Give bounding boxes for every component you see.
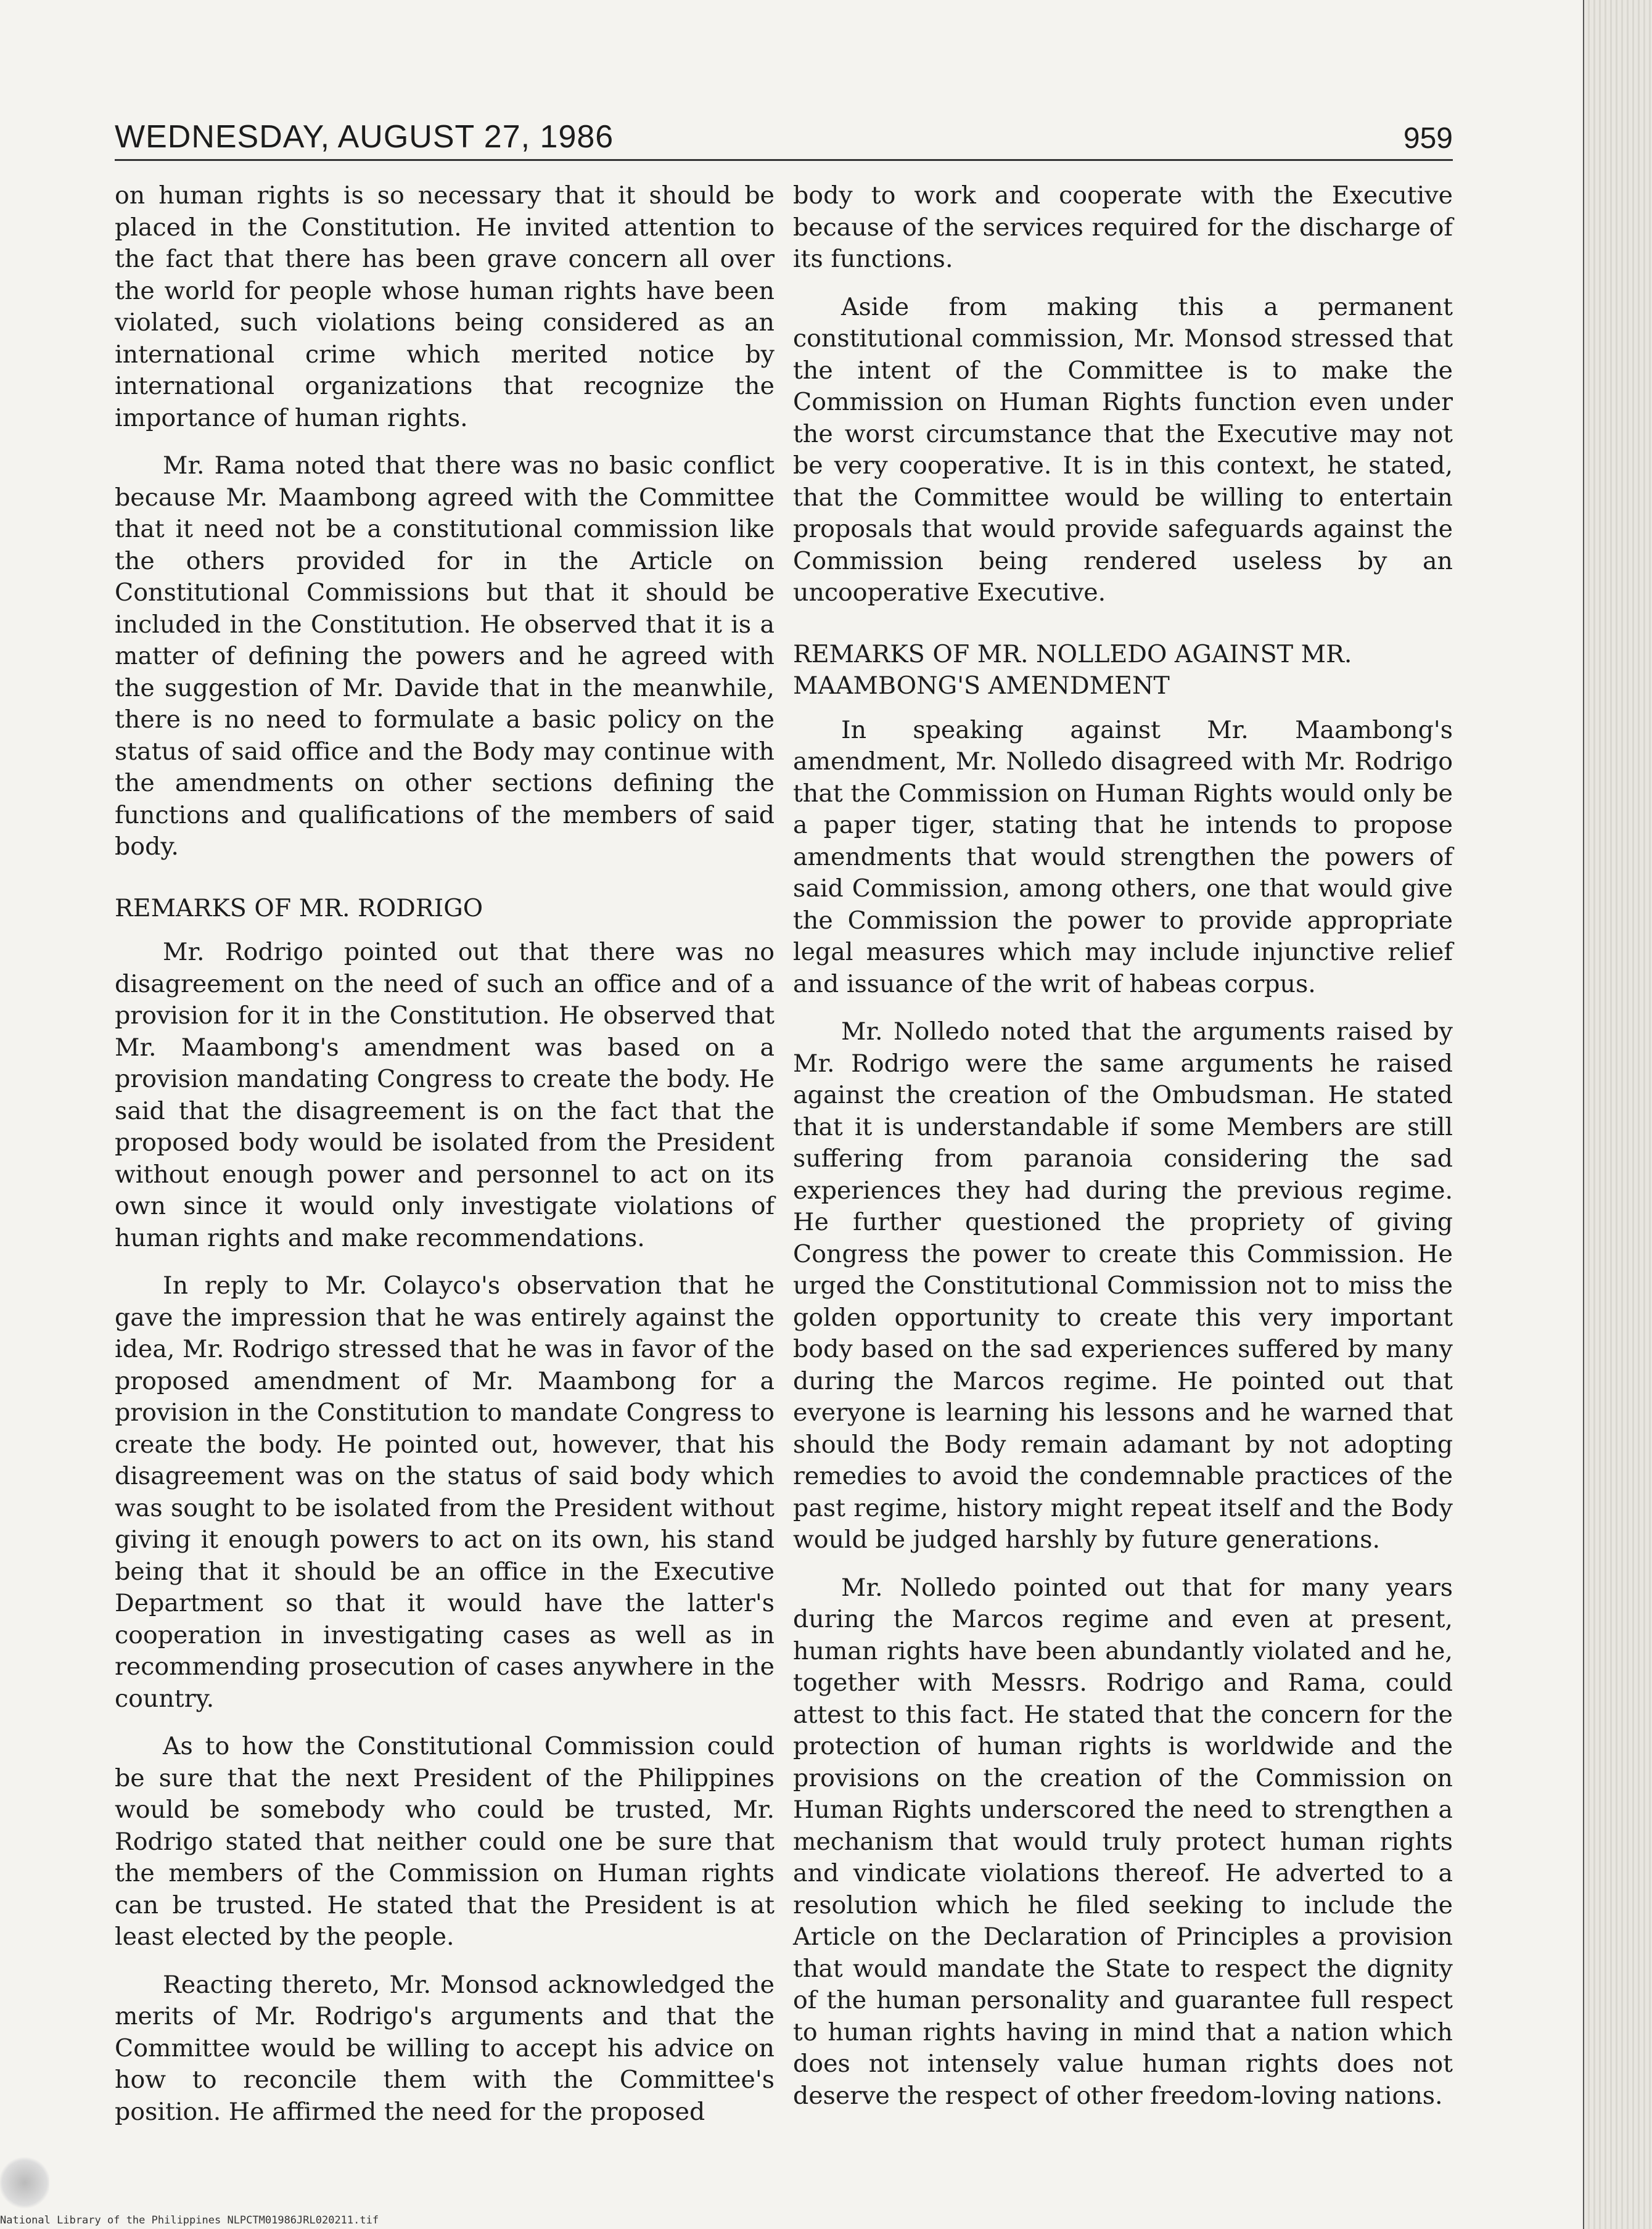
header-date: WEDNESDAY, AUGUST 27, 1986: [115, 119, 614, 155]
paragraph: In reply to Mr. Colayco's observation that he gave the impression that he was entirely against the idea, Mr. Rodrigo stressed that he was in favor of the proposed amendment of Mr. Maambong for a provision in the Constitution to mandate Congress to create the body. He pointed out, however, that his disagreement was on the status of said body which was sought to be isolated from the President without giving it enough powers to act on its own, his stand being that it should be an office in the Executive Department so that it would have the latter's cooperation in investigating cases as well as in recommending prosecution of cases anywhere in the country.: [115, 1271, 775, 1713]
paragraph: In speaking against Mr. Maambong's amendment, Mr. Nolledo disagreed with Mr. Rodrigo that the Commission on Human Rights would only be a paper tiger, stating that he intends to propose amendments that would strengthen the powers of said Commission, among others, one that would give the Commission the power to provide appropriate legal measures which may include injunctive relief and issuance of the writ of habeas corpus.: [793, 715, 1453, 998]
paragraph: Mr. Rodrigo pointed out that there was no disagreement on the need of such an office and of a provision for it in the Constitution. He observed that Mr. Maambong's amendment was based on a provision mandating Congress to create the body. He said that the disagreement is on the fact that the proposed body would be isolated from the President without enough power and personnel to act on its own since it would only investigate violations of human rights and make recommendations.: [115, 938, 775, 1252]
left-column: [115, 180, 775, 2144]
paragraph: on human rights is so necessary that it should be placed in the Constitution. He invited attention to the fact that there has been grave concern all over the world for people whose human rights have been violated, such violations being considered as an international crime which merited notice by international organizations that recognize the importance of human rights.: [115, 181, 775, 432]
paragraph: Aside from making this a permanent constitutional commission, Mr. Monsod stressed that the intent of the Committee is to make the Commission on Human Rights function even under the worst circumstance that the Executive may not be very cooperative. It is in this context, he stated, that the Committee would be willing to entertain proposals that would provide safeguards against the Commission being rendered useless by an uncooperative Executive.: [793, 292, 1453, 607]
section-heading: REMARKS OF MR. NOLLEDO AGAINST MR. MAAMBONG'S AMENDMENT: [793, 639, 1352, 700]
page-header: [115, 110, 1453, 161]
paragraph: Mr. Nolledo noted that the arguments raised by Mr. Rodrigo were the same arguments he raised against the creation of the Ombudsman. He stated that it is understandable if some Members are still suffering from paranoia considering the sad experiences they had during the previous regime. He further questioned the propriety of giving Congress the power to create this Commission. He urged the Constitutional Commission not to miss the golden opportunity to create this very important body based on the sad experiences suffered by many during the Marcos regime. He pointed out that everyone is learning his lessons and he warned that should the Body remain adamant by not adopting remedies to avoid the condemnable practices of the past regime, history might repeat itself and the Body would be judged harshly by future generations.: [793, 1017, 1453, 1554]
section-heading: REMARKS OF MR. RODRIGO: [115, 893, 483, 922]
paragraph: Mr. Nolledo pointed out that for many years during the Marcos regime and even at present, human rights have been abundantly violated and he, together with Messrs. Rodrigo and Rama, could attest to this fact. He stated that the concern for the protection of human rights is worldwide and the provisions on the creation of the Commission on Human Rights underscored the need to strengthen a mechanism that would truly protect human rights and vindicate violations thereof. He adverted to a resolution which he filed seeking to include the Article on the Declaration of Principles a provision that would mandate the State to respect the dignity of the human personality and guarantee full respect to human rights having in mind that a nation which does not intensely value human rights does not deserve the respect of other freedom-loving nations.: [793, 1573, 1453, 2110]
paragraph: Mr. Rama noted that there was no basic conflict because Mr. Maambong agreed with the Committee that it need not be a constitutional commission like the others provided for in the Article on Constitutional Commissions but that it should be included in the Constitution. He observed that it is a matter of defining the powers and he agreed with the suggestion of Mr. Davide that in the meanwhile, there is no need to formulate a basic policy on the status of said office and the Body may continue with the amendments on other sections defining the functions and qualifications of the members of said body.: [115, 451, 775, 861]
right-column: [793, 180, 1453, 2128]
scan-footer: National Library of the Philippines NLPCTM01986JRL020211.tif: [0, 2214, 379, 2227]
page-binding-strip: [1584, 0, 1652, 2229]
paragraph: Reacting thereto, Mr. Monsod acknowledged the merits of Mr. Rodrigo's arguments and that the Committee would be willing to accept his advice on how to reconcile them with the Committee's position. He affirmed the need for the proposed: [115, 1970, 775, 2126]
paragraph: As to how the Constitutional Commission could be sure that the next President of the Philippines would be somebody who could be trusted, Mr. Rodrigo stated that neither could one be sure that the members of the Commission on Human rights can be trusted. He stated that the President is at least elected by the people.: [115, 1732, 775, 1951]
page-number: 959: [1403, 122, 1453, 155]
library-stamp-mark: [0, 2155, 49, 2211]
paragraph: body to work and cooperate with the Executive because of the services required for the discharge of its functions.: [793, 181, 1453, 273]
